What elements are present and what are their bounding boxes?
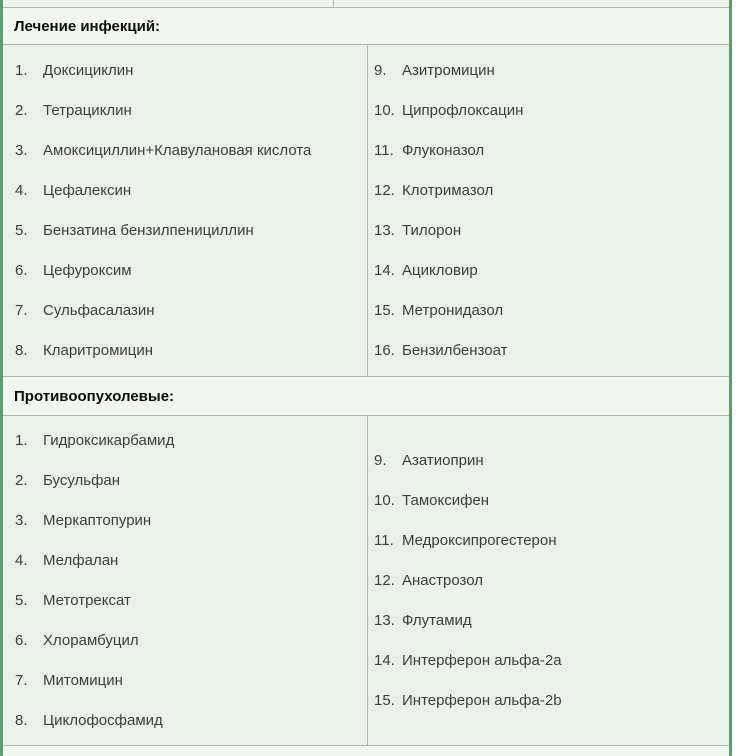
item-number: 13. [374, 612, 395, 629]
list-item [3, 501, 367, 541]
item-label: Хлорамбуцил [43, 632, 139, 649]
item-number: 4. [15, 182, 28, 199]
item-number: 8. [15, 342, 28, 359]
list-item [368, 561, 729, 601]
item-label: Тетрациклин [43, 102, 132, 119]
infections-list-row [3, 45, 729, 377]
list-item [368, 681, 729, 721]
item-label: Сульфасалазин [43, 302, 155, 319]
item-number: 7. [15, 302, 28, 319]
item-label: Гидроксикарбамид [43, 432, 175, 449]
list-item [3, 621, 367, 661]
list-item [3, 171, 367, 211]
item-number: 12. [374, 572, 395, 589]
item-label: Тамоксифен [402, 492, 490, 509]
item-label: Мелфалан [43, 552, 119, 569]
antitumor-list-row [3, 416, 729, 746]
item-number: 12. [374, 182, 395, 199]
item-label: Бензатина бензилпенициллин [43, 222, 254, 239]
item-number: 2. [15, 102, 28, 119]
item-number: 10. [374, 492, 395, 509]
item-label: Клотримазол [402, 182, 494, 199]
item-label: Анастрозол [402, 572, 483, 589]
item-number: 4. [15, 552, 28, 569]
item-label: Меркаптопурин [43, 512, 152, 529]
item-label: Интерферон альфа-2a [402, 652, 562, 669]
item-label: Доксициклин [43, 62, 134, 79]
item-label: Флутамид [402, 612, 472, 629]
item-label: Ципрофлоксацин [402, 102, 524, 119]
antitumor-list-right [368, 416, 729, 745]
item-number: 13. [374, 222, 395, 239]
infections-list-right [368, 45, 729, 376]
item-number: 14. [374, 652, 395, 669]
item-label: Циклофосфамид [43, 712, 163, 729]
item-number: 5. [15, 222, 28, 239]
list-item [368, 641, 729, 681]
list-item [3, 51, 367, 91]
item-label: Цефалексин [43, 182, 132, 199]
item-number: 1. [15, 62, 28, 79]
list-item [3, 291, 367, 331]
item-number: 1. [15, 432, 28, 449]
list-item [368, 521, 729, 561]
item-number: 3. [15, 512, 28, 529]
list-item [368, 251, 729, 291]
list-item [368, 441, 729, 481]
item-label: Интерферон альфа-2b [402, 692, 562, 709]
list-item [368, 291, 729, 331]
list-item [3, 91, 367, 131]
list-item [3, 661, 367, 701]
list-item [368, 91, 729, 131]
list-item [3, 701, 367, 741]
item-number: 15. [374, 692, 395, 709]
item-label: Азитромицин [402, 62, 495, 79]
item-number: 3. [15, 142, 28, 159]
item-number: 6. [15, 262, 28, 279]
list-item [368, 51, 729, 91]
list-item [368, 211, 729, 251]
list-item [3, 251, 367, 291]
item-number: 11. [374, 142, 394, 159]
list-item [368, 171, 729, 211]
item-label: Метотрексат [43, 592, 131, 609]
item-number: 9. [374, 62, 387, 79]
list-item [368, 481, 729, 521]
item-number: 15. [374, 302, 395, 319]
list-item [3, 461, 367, 501]
item-number: 16. [374, 342, 395, 359]
list-item [3, 581, 367, 621]
section-header-antitumor: Противоопухолевые: [3, 377, 729, 416]
antitumor-list-left [3, 416, 368, 745]
item-number: 10. [374, 102, 395, 119]
item-label: Амоксициллин+Клавулановая кислота [43, 142, 312, 159]
list-item [3, 331, 367, 371]
item-label: Бензилбензоат [402, 342, 508, 359]
item-number: 5. [15, 592, 28, 609]
section-header-infections: Лечение инфекций: [3, 8, 729, 45]
list-item [368, 131, 729, 171]
item-label: Метронидазол [402, 302, 504, 319]
list-item [3, 131, 367, 171]
item-number: 8. [15, 712, 28, 729]
list-item [3, 211, 367, 251]
item-label: Бусульфан [43, 472, 121, 489]
list-item [3, 541, 367, 581]
item-label: Тилорон [402, 222, 462, 239]
item-number: 11. [374, 532, 394, 549]
item-label: Флуконазол [402, 142, 485, 159]
item-label: Митомицин [43, 672, 123, 689]
item-label: Кларитромицин [43, 342, 154, 359]
item-number: 14. [374, 262, 395, 279]
item-number: 9. [374, 452, 387, 469]
item-label: Азатиоприн [402, 452, 484, 469]
item-number: 6. [15, 632, 28, 649]
next-row-partial [3, 746, 729, 756]
item-label: Ацикловир [402, 262, 478, 279]
item-label: Цефуроксим [43, 262, 132, 279]
infections-list-left [3, 45, 368, 376]
list-item [368, 601, 729, 641]
list-item [368, 331, 729, 371]
item-number: 2. [15, 472, 28, 489]
list-item [3, 421, 367, 461]
previous-row-cell-divider [3, 0, 334, 7]
previous-row-partial [3, 0, 729, 8]
item-label: Медроксипрогестерон [402, 532, 557, 549]
item-number: 7. [15, 672, 28, 689]
